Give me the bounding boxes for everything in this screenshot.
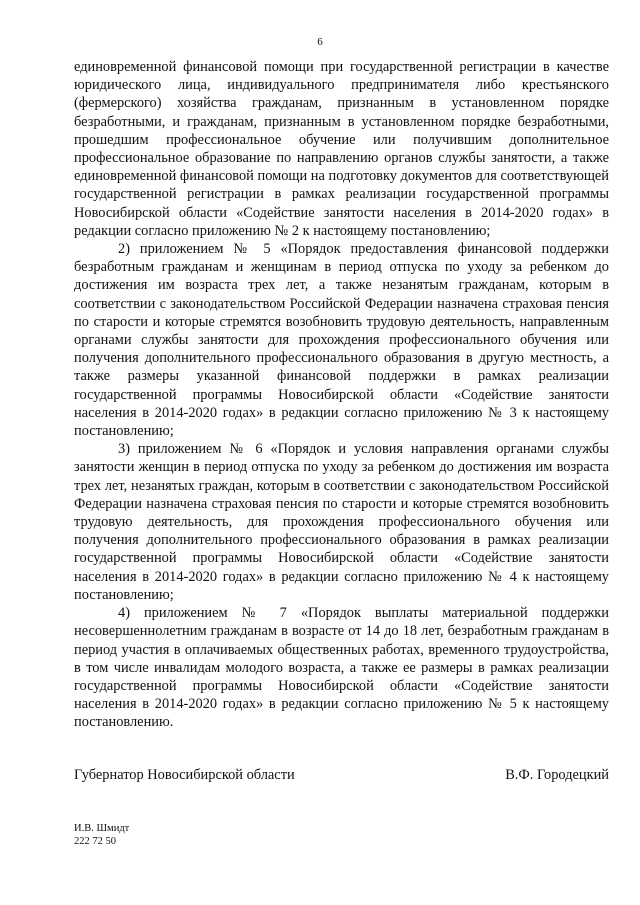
page-number: 6 (317, 36, 323, 48)
signatory-name: В.Ф. Городецкий (505, 767, 609, 783)
document-body (74, 58, 609, 732)
executor-name: И.В. Шмидт (74, 823, 130, 834)
paragraph-item-4: 4) приложением № 7 «Порядок выплаты материальной поддержки несовершеннолетним гражданам в возрасте от 14 до 18 лет, безработным гражданам в период участия в оплачиваемых общественных работах, временного трудоустройства, в том числе инвалидам молодого возраста, а также ее размеры в рамках реализации государственной программы Новосибирской области «Содействие занятости населения в 2014-2020 годах» в редакции согласно приложению № 5 к настоящему постановлению. (74, 605, 609, 731)
paragraph-continuation: единовременной финансовой помощи при государственной регистрации в качестве юридического лица, индивидуального предпринимателя либо крестьянского (фермерского) хозяйства гражданам, признанным в установленном порядке безработными, и гражданам, признанным в установленном порядке безработными, прошедшим профессиональное обучение или получившим дополнительное профессиональное образование по направлению органов службы занятости, а также единовременной финансовой помощи на подготовку документов для соответствующей государственной регистрации в рамках реализации государственной программы Новосибирской области «Содействие занятости населения в 2014-2020 годах» в редакции согласно приложению № 2 к настоящему постановлению; (74, 59, 609, 239)
paragraph-item-2: 2) приложением № 5 «Порядок предоставления финансовой поддержки безработным гражданам и женщинам в период отпуска по уходу за ребенком до достижения им возраста трех лет, а также незанятым гражданам, которым в соответствии с законодательством Российской Федерации назначена страховая пенсия по старости и которые стремятся возобновить трудовую деятельность, направленным органами службы занятости для прохождения профессионального обучения или получения дополнительного профессионального образования в другую местность, а также размеры указанной финансовой поддержки в рамках реализации государственной программы Новосибирской области «Содействие занятости населения в 2014-2020 годах» в редакции согласно приложению № 3 к настоящему постановлению; (74, 241, 609, 440)
signatory-position: Губернатор Новосибирской области (74, 767, 295, 783)
executor-info (74, 822, 129, 848)
executor-phone: 222 72 50 (74, 836, 116, 847)
paragraph-item-3: 3) приложением № 6 «Порядок и условия направления органами службы занятости женщин в период отпуска по уходу за ребенком до достижения им возраста трех лет, незанятых граждан, которым в соответствии с законодательством Российской Федерации назначена страховая пенсия по старости и которые стремятся возобновить трудовую деятельность, для прохождения профессионального обучения или получения дополнительного профессионального образования в рамках реализации государственной программы Новосибирской области «Содействие занятости населения в 2014-2020 годах» в редакции согласно приложению № 4 к настоящему постановлению; (74, 441, 609, 603)
